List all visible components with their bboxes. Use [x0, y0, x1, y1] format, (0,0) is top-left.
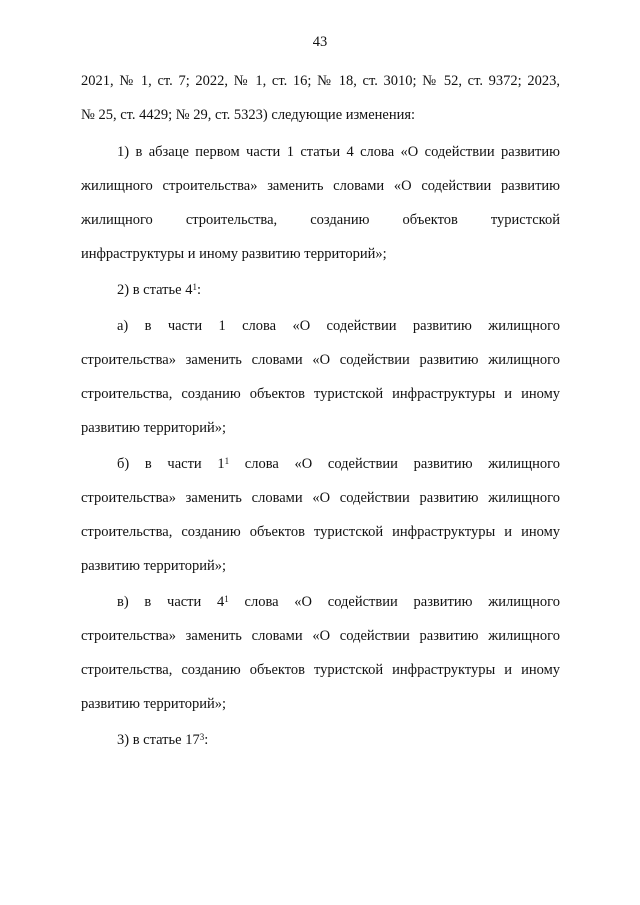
- text-line: строительства, созданию объектов туристской инфраструктуры и иному: [81, 524, 560, 540]
- text-line: строительства» заменить словами «О содействии развитию жилищного: [81, 352, 560, 368]
- text-line: развитию территорий»;: [81, 558, 227, 574]
- text-line: развитию территорий»;: [81, 696, 227, 712]
- text-line: инфраструктуры и иному развитию территорий»;: [81, 246, 387, 262]
- text-line: жилищного строительства, созданию объектов туристской: [81, 212, 560, 228]
- page-number: 43: [312, 34, 328, 50]
- text-line: жилищного строительства» заменить словами «О содействии развитию: [81, 178, 560, 194]
- text-line: строительства, созданию объектов туристской инфраструктуры и иному: [81, 386, 560, 402]
- text-line: в) в части $4^1$ слова «О содействии развитию жилищного: [117, 594, 560, 610]
- text-line: строительства» заменить словами «О содействии развитию жилищного: [81, 490, 560, 506]
- text-line: строительства, созданию объектов туристской инфраструктуры и иному: [81, 662, 560, 678]
- text-line: 2) в статье $4^1$:: [117, 282, 201, 298]
- text-line: 1) в абзаце первом части 1 статьи 4 слова «О содействии развитию: [117, 144, 560, 160]
- text-line: № 25, ст. 4429; № 29, ст. 5323) следующие изменения:: [81, 107, 416, 123]
- text-line: 2021, № 1, ст. 7; 2022, № 1, ст. 16; № 18, ст. 3010; № 52, ст. 9372; 2023,: [81, 73, 560, 89]
- text-line: строительства» заменить словами «О содействии развитию жилищного: [81, 628, 560, 644]
- text-line: а) в части 1 слова «О содействии развитию жилищного: [117, 318, 560, 334]
- text-line: б) в части $1^1$ слова «О содействии развитию жилищного: [117, 456, 560, 472]
- text-line: развитию территорий»;: [81, 420, 227, 436]
- text-line: 3) в статье $17^3$:: [117, 732, 209, 748]
